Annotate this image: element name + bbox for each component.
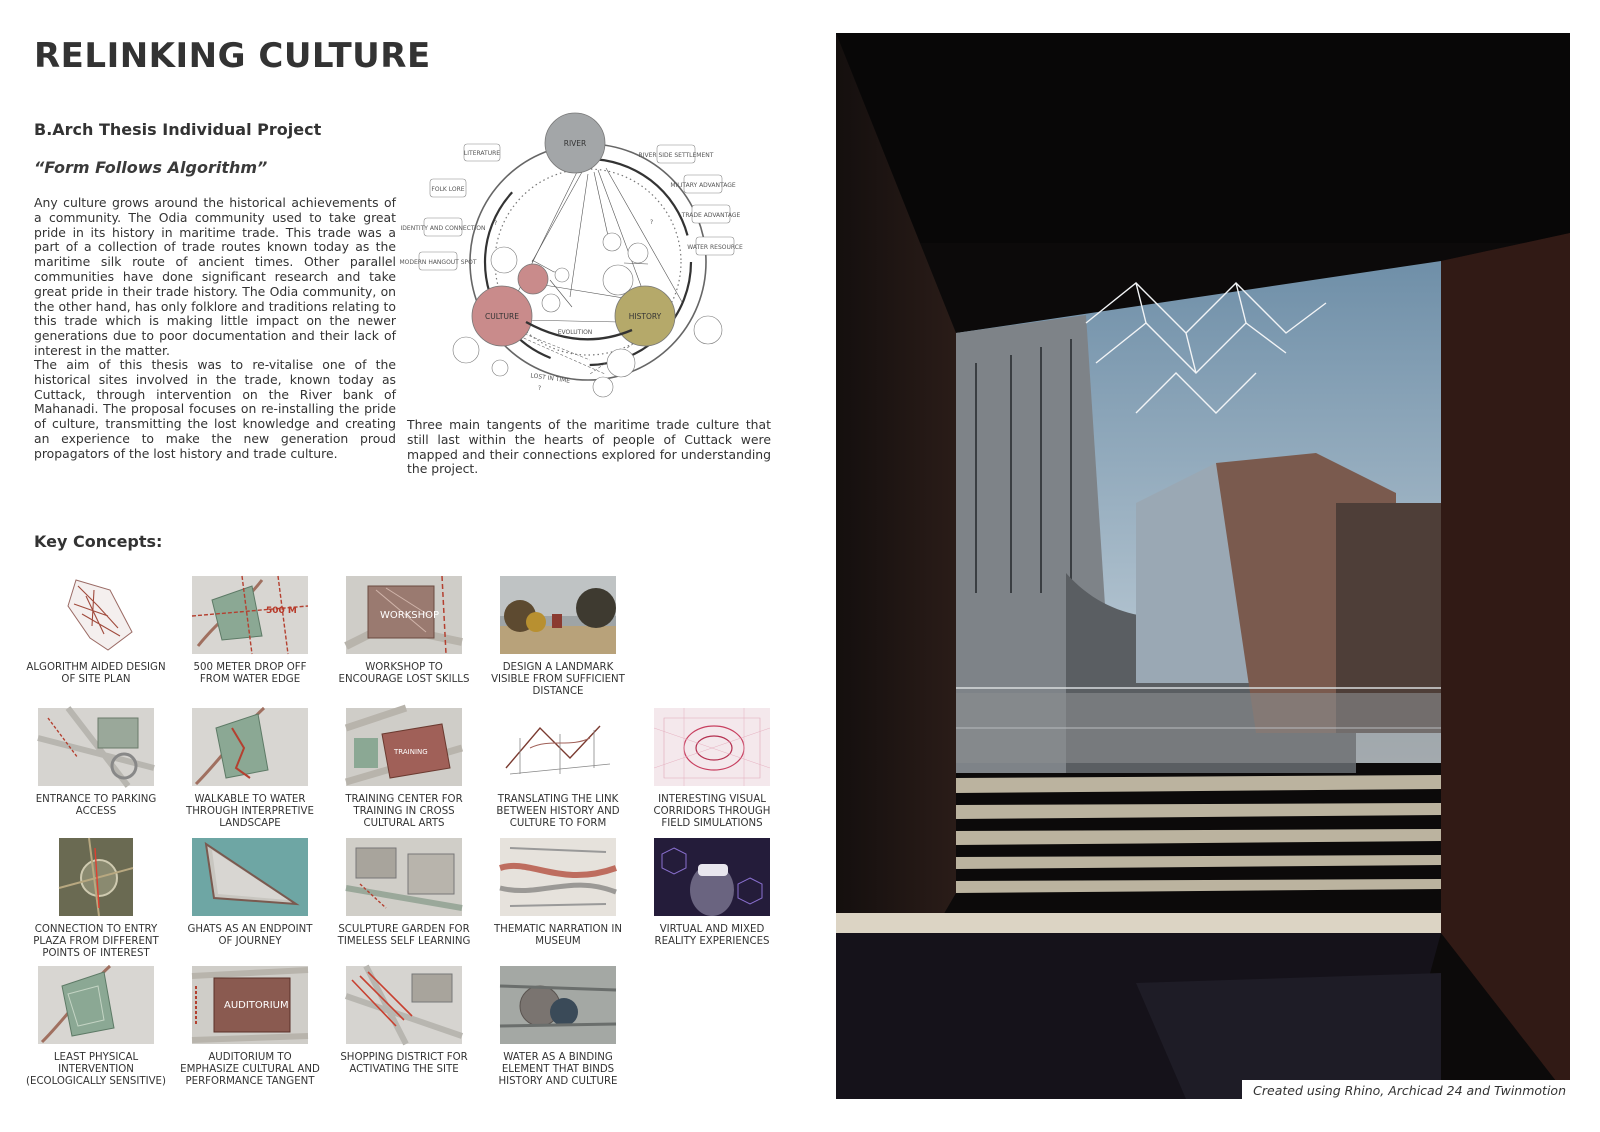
diagram-label-folk-lore: FOLK LORE bbox=[431, 186, 465, 193]
concept-shopping-district bbox=[334, 966, 474, 1076]
concept-caption: ENTRANCE TO PARKING ACCESS bbox=[35, 794, 157, 817]
diagram-label-literature: LITERATURE bbox=[463, 150, 501, 157]
key-concepts-title: Key Concepts: bbox=[34, 532, 163, 551]
diagram-node-river: RIVER bbox=[563, 139, 587, 148]
concept-thumbnail bbox=[38, 966, 154, 1044]
concept-ghats bbox=[180, 838, 320, 948]
diagram-label-water: WATER RESOURCE bbox=[687, 244, 743, 251]
concept-caption: TRANSLATING THE LINK BETWEEN HISTORY AND CULTURE TO FORM bbox=[496, 794, 620, 829]
concept-caption: DESIGN A LANDMARK VISIBLE FROM SUFFICIENT DISTANCE bbox=[491, 662, 625, 697]
concept-thumbnail bbox=[654, 838, 770, 916]
concept-virtual-reality bbox=[642, 838, 782, 948]
concept-thumbnail bbox=[192, 708, 308, 786]
diagram-label-settlement: RIVER SIDE SETTLEMENT bbox=[638, 152, 714, 159]
page-title: RELINKING CULTURE bbox=[34, 36, 431, 76]
concept-link-history-culture bbox=[488, 708, 628, 830]
diagram-label-lost-in-time: LOST IN TIME bbox=[530, 372, 571, 385]
concept-caption: CONNECTION TO ENTRY PLAZA FROM DIFFERENT POINTS OF INTEREST bbox=[33, 924, 159, 959]
concept-thumbnail bbox=[38, 576, 154, 654]
concept-thumbnail bbox=[500, 708, 616, 786]
architectural-render bbox=[836, 33, 1570, 1099]
concept-thumbnail bbox=[192, 966, 308, 1044]
concept-caption: INTERESTING VISUAL CORRIDORS THROUGH FIELD SIMULATIONS bbox=[653, 794, 771, 829]
diagram-label-identity: IDENTITY AND CONNECTION bbox=[400, 225, 486, 232]
concept-caption: WORKSHOP TO ENCOURAGE LOST SKILLS bbox=[338, 662, 470, 685]
diagram-node-history: HISTORY bbox=[628, 312, 662, 321]
concept-thumbnail bbox=[59, 838, 133, 916]
svg-text:?: ? bbox=[494, 220, 498, 227]
concept-thematic-narration bbox=[488, 838, 628, 948]
concept-entrance-parking bbox=[26, 708, 166, 818]
project-subtitle: B.Arch Thesis Individual Project bbox=[34, 120, 322, 139]
diagram-caption: Three main tangents of the maritime trade culture that still last within the hearts of people of Cuttack were mapped and their connections explored for understanding the project. bbox=[407, 417, 771, 477]
concept-caption: SCULPTURE GARDEN FOR TIMELESS SELF LEARNING bbox=[337, 924, 471, 947]
diagram-label-military: MILITARY ADVANTAGE bbox=[670, 182, 736, 189]
concept-caption: THEMATIC NARRATION IN MUSEUM bbox=[493, 924, 623, 947]
svg-text:?: ? bbox=[538, 385, 542, 392]
concept-workshop bbox=[334, 576, 474, 686]
culture-history-river-diagram bbox=[399, 112, 750, 402]
concept-caption: VIRTUAL AND MIXED REALITY EXPERIENCES bbox=[654, 924, 770, 947]
concept-training-center bbox=[334, 708, 474, 830]
concept-caption: 500 METER DROP OFF FROM WATER EDGE bbox=[193, 662, 307, 685]
render-credit: Created using Rhino, Archicad 24 and Twinmotion bbox=[1242, 1080, 1572, 1102]
concept-landmark bbox=[488, 576, 628, 698]
concept-caption: LEAST PHYSICAL INTERVENTION (ECOLOGICALLY SENSITIVE) bbox=[26, 1052, 166, 1087]
concept-caption: GHATS AS AN ENDPOINT OF JOURNEY bbox=[187, 924, 313, 947]
concept-tag: WORKSHOP bbox=[380, 610, 440, 621]
concept-thumbnail bbox=[500, 966, 616, 1044]
concept-500m-drop-off bbox=[180, 576, 320, 686]
concept-visual-corridors bbox=[642, 708, 782, 830]
concept-tag: AUDITORIUM bbox=[224, 1000, 289, 1011]
concept-walkable-water bbox=[180, 708, 320, 830]
concept-thumbnail bbox=[346, 576, 462, 654]
concept-thumbnail bbox=[192, 838, 308, 916]
concept-thumbnail bbox=[500, 838, 616, 916]
concept-thumbnail bbox=[192, 576, 308, 654]
concept-caption: WALKABLE TO WATER THROUGH INTERPRETIVE LANDSCAPE bbox=[186, 794, 314, 829]
concept-caption: SHOPPING DISTRICT FOR ACTIVATING THE SITE bbox=[340, 1052, 468, 1075]
concept-algorithm-site-plan bbox=[26, 576, 166, 686]
diagram-label-evolution: EVOLUTION bbox=[557, 329, 593, 336]
concept-auditorium bbox=[180, 966, 320, 1088]
concept-tag: TRAINING bbox=[394, 748, 428, 756]
intro-paragraph-2: The aim of this thesis was to re-vitalise one of the historical sites involved in the trade, known today as Cuttack, through intervention on the River bank of Mahanadi. The proposal focuses on re-installing the pride of culture, transmitting the lost knowledge and creating an experience to make the new generation proud propagators of the lost history and trade culture. bbox=[34, 357, 396, 461]
concept-caption: WATER AS A BINDING ELEMENT THAT BINDS HISTORY AND CULTURE bbox=[498, 1052, 618, 1087]
concept-thumbnail bbox=[346, 838, 462, 916]
concept-thumbnail bbox=[38, 708, 154, 786]
concept-thumbnail bbox=[346, 708, 462, 786]
concept-thumbnail bbox=[654, 708, 770, 786]
concept-least-intervention bbox=[26, 966, 166, 1088]
concept-caption: TRAINING CENTER FOR TRAINING IN CROSS CULTURAL ARTS bbox=[345, 794, 463, 829]
project-tagline: “Form Follows Algorithm” bbox=[34, 158, 268, 177]
diagram-node-culture: CULTURE bbox=[485, 312, 519, 321]
intro-paragraph-1: Any culture grows around the historical achievements of a community. The Odia community used to take great pride in its history in maritime trade. This trade was a part of a collection of trade routes known today as the maritime silk route of ancient times. Other parallel communities have done significant research and take great pride in their trade history. The Odia community, on the other hand, has only folklore and traditions relating to this trade which is making little impact on the newer generations due to poor documentation and their lack of interest in the matter. bbox=[34, 195, 396, 358]
diagram-label-hangout: MODERN HANGOUT SPOT bbox=[399, 259, 477, 266]
concept-thumbnail bbox=[346, 966, 462, 1044]
svg-text:?: ? bbox=[650, 219, 654, 226]
diagram-label-trade: TRADE ADVANTAGE bbox=[681, 212, 741, 219]
concept-sculpture-garden bbox=[334, 838, 474, 948]
concept-tag: 500 M bbox=[266, 606, 297, 616]
concept-caption: ALGORITHM AIDED DESIGN OF SITE PLAN bbox=[26, 662, 166, 685]
concept-water-binding bbox=[488, 966, 628, 1088]
concept-entry-plaza bbox=[26, 838, 166, 960]
concept-thumbnail bbox=[500, 576, 616, 654]
concept-caption: AUDITORIUM TO EMPHASIZE CULTURAL AND PERFORMANCE TANGENT bbox=[180, 1052, 320, 1087]
